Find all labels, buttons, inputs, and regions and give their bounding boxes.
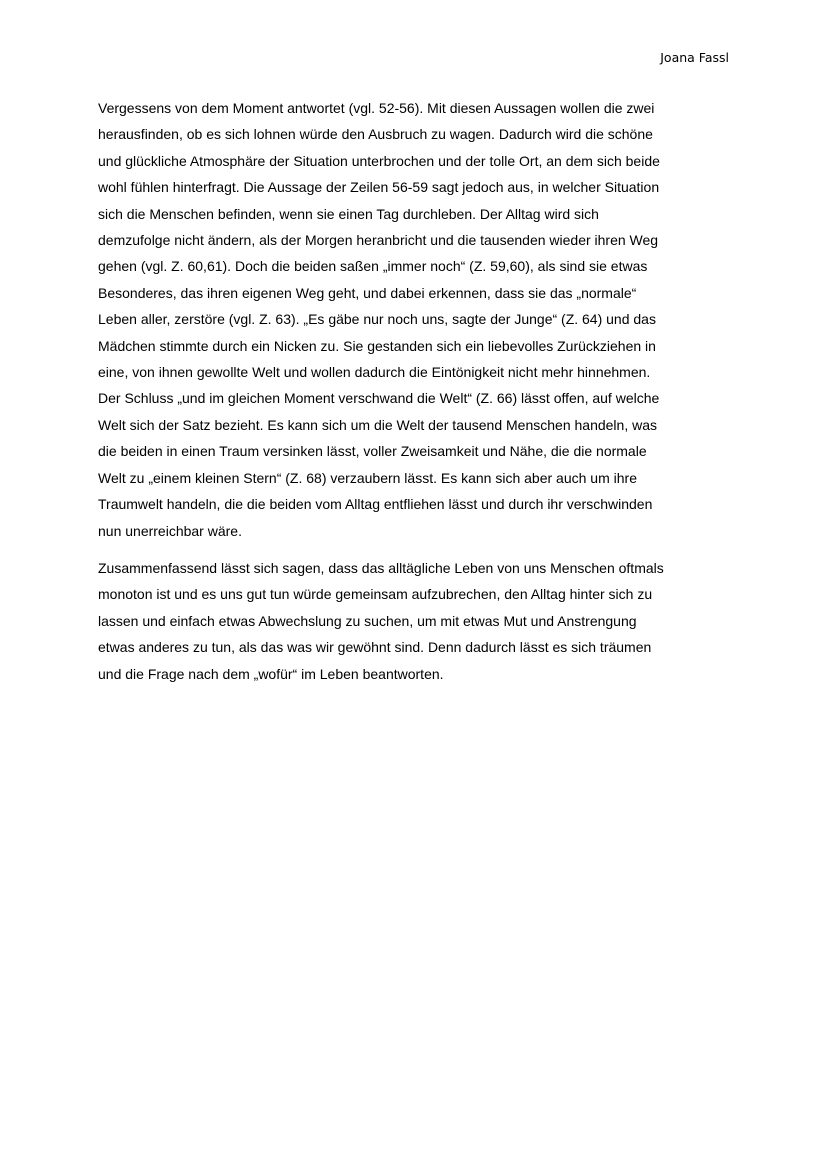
text-line: Der Schluss „und im gleichen Moment verschwand die Welt“ (Z. 66) lässt offen, auf welche [98, 390, 660, 407]
paragraph-analysis [98, 95, 738, 544]
paragraph-conclusion [98, 555, 738, 687]
header-author-name: Joana Fassl [660, 50, 729, 65]
text-line: monoton ist und es uns gut tun würde gemeinsam aufzubrechen, den Alltag hinter sich zu [98, 586, 653, 603]
text-line: demzufolge nicht ändern, als der Morgen heranbricht und die tausenden wieder ihren Weg [98, 232, 659, 249]
text-line: Welt zu „einem kleinen Stern“ (Z. 68) verzaubern lässt. Es kann sich aber auch um ihre [98, 469, 637, 486]
text-line: sich die Menschen befinden, wenn sie einen Tag durchleben. Der Alltag wird sich [98, 205, 599, 222]
text-line: lassen und einfach etwas Abwechslung zu suchen, um mit etwas Mut und Anstrengung [98, 612, 637, 629]
text-line: herausfinden, ob es sich lohnen würde den Ausbruch zu wagen. Dadurch wird die schöne [98, 126, 653, 143]
text-line: Vergessens von dem Moment antwortet (vgl. 52-56). Mit diesen Aussagen wollen die zwei [98, 100, 655, 116]
text-line: Leben aller, zerstöre (vgl. Z. 63). „Es gäbe nur noch uns, sagte der Junge“ (Z. 64) und das [98, 311, 656, 328]
text-line: die beiden in einen Traum versinken lässt, voller Zweisamkeit und Nähe, die die normale [98, 443, 647, 460]
document-body [98, 95, 738, 687]
text-line: und glückliche Atmosphäre der Situation unterbrochen und der tolle Ort, an dem sich beide [98, 152, 660, 169]
text-line: wohl fühlen hinterfragt. Die Aussage der Zeilen 56-59 sagt jedoch aus, in welcher Situation [98, 179, 660, 196]
text-line: etwas anderes zu tun, als das was wir gewöhnt sind. Denn dadurch lässt es sich träumen [98, 639, 652, 656]
text-line: nun unerreichbar wäre. [98, 522, 242, 539]
text-line: Mädchen stimmte durch ein Nicken zu. Sie gestanden sich ein liebevolles Zurückziehen in [98, 337, 656, 354]
text-line: Besonderes, das ihren eigenen Weg geht, und dabei erkennen, dass sie das „normale“ [98, 284, 637, 301]
text-line: Zusammenfassend lässt sich sagen, dass das alltägliche Leben von uns Menschen oftmals [98, 559, 664, 576]
text-line: und die Frage nach dem „wofür“ im Leben beantworten. [98, 665, 444, 682]
text-line: Traumwelt handeln, die die beiden vom Alltag entfliehen lässt und durch ihr verschwinden [98, 496, 653, 513]
text-line: Welt sich der Satz bezieht. Es kann sich um die Welt der tausend Menschen handeln, was [98, 416, 658, 433]
text-line: gehen (vgl. Z. 60,61). Doch die beiden saßen „immer noch“ (Z. 59,60), als sind sie etwas [98, 258, 648, 275]
text-line: eine, von ihnen gewollte Welt und wollen dadurch die Eintönigkeit nicht mehr hinnehmen. [98, 364, 651, 381]
